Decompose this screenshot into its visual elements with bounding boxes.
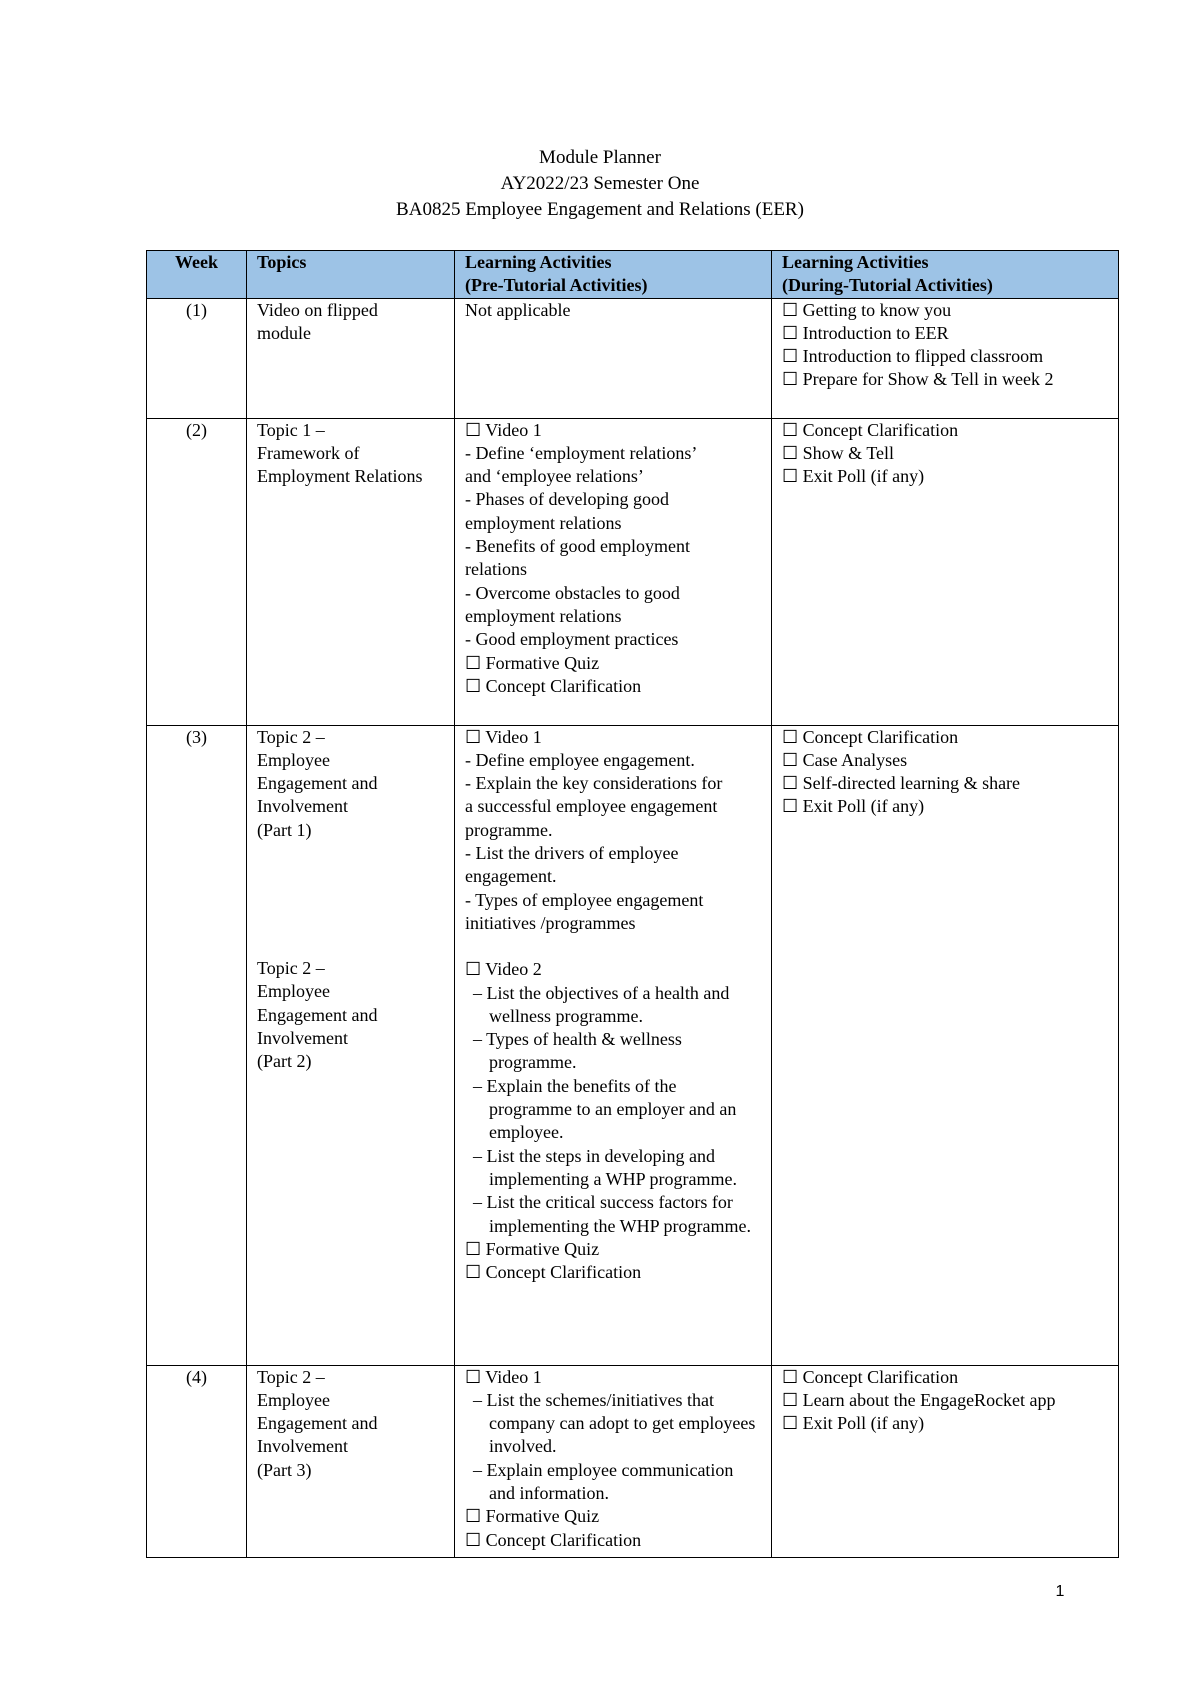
header-during-tutorial: Learning Activities (During-Tutorial Activities) xyxy=(772,251,1119,299)
during-tutorial-cell xyxy=(772,298,1119,418)
document-header xyxy=(0,145,1200,223)
table-row xyxy=(147,1365,1119,1557)
checklist-item: ☐ Exit Poll (if any) xyxy=(782,796,925,817)
topic-cell: Topic 2 – Employee Engagement and Involvement (Part 3) xyxy=(247,1365,455,1557)
header-week: Week xyxy=(147,251,247,299)
checklist-item: ☐ Learn about the EngageRocket app xyxy=(782,1389,1056,1410)
module-planner-table xyxy=(146,250,1119,1558)
checklist-item: ☐ Concept Clarification xyxy=(782,419,959,440)
week-cell: (4) xyxy=(147,1365,247,1557)
checklist-item: ☐ Exit Poll (if any) xyxy=(782,1413,925,1434)
checklist-item: ☐ Exit Poll (if any) xyxy=(782,466,925,487)
page-number: 1 xyxy=(1055,1583,1065,1600)
topic-cell: Video on flipped module xyxy=(247,298,455,418)
checklist-item: ☐ Introduction to flipped classroom xyxy=(782,346,1044,367)
week-cell: (1) xyxy=(147,298,247,418)
document-title: Module Planner xyxy=(539,147,661,168)
checklist-item: ☐ Getting to know you xyxy=(782,299,952,320)
week-cell: (2) xyxy=(147,418,247,725)
pre-tutorial-cell: ☐ Video 1 – List the schemes/initiatives that company can adopt to get employees involved. – Explain employee communication and information. ☐ Formative Quiz ☐ Concept Clarification xyxy=(455,1365,772,1557)
topic-cell: Topic 2 – Employee Engagement and Involvement (Part 1) Topic 2 – Employee Engagement and Involvement (Part 2) xyxy=(247,725,455,1365)
checklist-item: ☐ Introduction to EER xyxy=(782,322,949,343)
checklist-item: ☐ Show & Tell xyxy=(782,442,895,463)
checklist-item: ☐ Concept Clarification xyxy=(782,726,959,747)
document-module: BA0825 Employee Engagement and Relations (EER) xyxy=(396,199,804,220)
checklist-item: ☐ Case Analyses xyxy=(782,749,908,770)
topic-cell: Topic 1 – Framework of Employment Relations xyxy=(247,418,455,725)
during-tutorial-cell xyxy=(772,725,1119,1365)
header-pre-tutorial: Learning Activities (Pre-Tutorial Activities) xyxy=(455,251,772,299)
checklist-item: ☐ Concept Clarification xyxy=(782,1366,959,1387)
during-tutorial-cell xyxy=(772,1365,1119,1557)
week-cell: (3) xyxy=(147,725,247,1365)
table-header-row xyxy=(147,251,1119,299)
document-term: AY2022/23 Semester One xyxy=(500,173,700,194)
pre-tutorial-cell: Not applicable xyxy=(455,298,772,418)
pre-tutorial-cell: ☐ Video 1 - Define ‘employment relations’ and ‘employee relations’ - Phases of developing good employment relations - Benefits of good employment relations - Overcome obstacles to good employment relations - Good employment practices ☐ Formative Quiz ☐ Concept Clarification xyxy=(455,418,772,725)
checklist-item: ☐ Prepare for Show & Tell in week 2 xyxy=(782,369,1054,390)
pre-tutorial-cell: ☐ Video 1 - Define employee engagement. - Explain the key considerations for a successful employee engagement programme. - List the drivers of employee engagement. - Types of employee engagement initiatives /programmes ☐ Video 2 – List the objectives of a health and wellness programme. – Types of health & wellness programme. – Explain the benefits of the programme to an employer and an employee. – List the steps in developing and implementing a WHP programme. – List the critical success factors for implementing the WHP programme. ☐ Formative Quiz ☐ Concept Clarification xyxy=(455,725,772,1365)
table-row xyxy=(147,298,1119,418)
header-topics: Topics xyxy=(247,251,455,299)
checklist-item: ☐ Self-directed learning & share xyxy=(782,773,1021,794)
during-tutorial-cell xyxy=(772,418,1119,725)
table-row xyxy=(147,725,1119,1365)
table-row xyxy=(147,418,1119,725)
